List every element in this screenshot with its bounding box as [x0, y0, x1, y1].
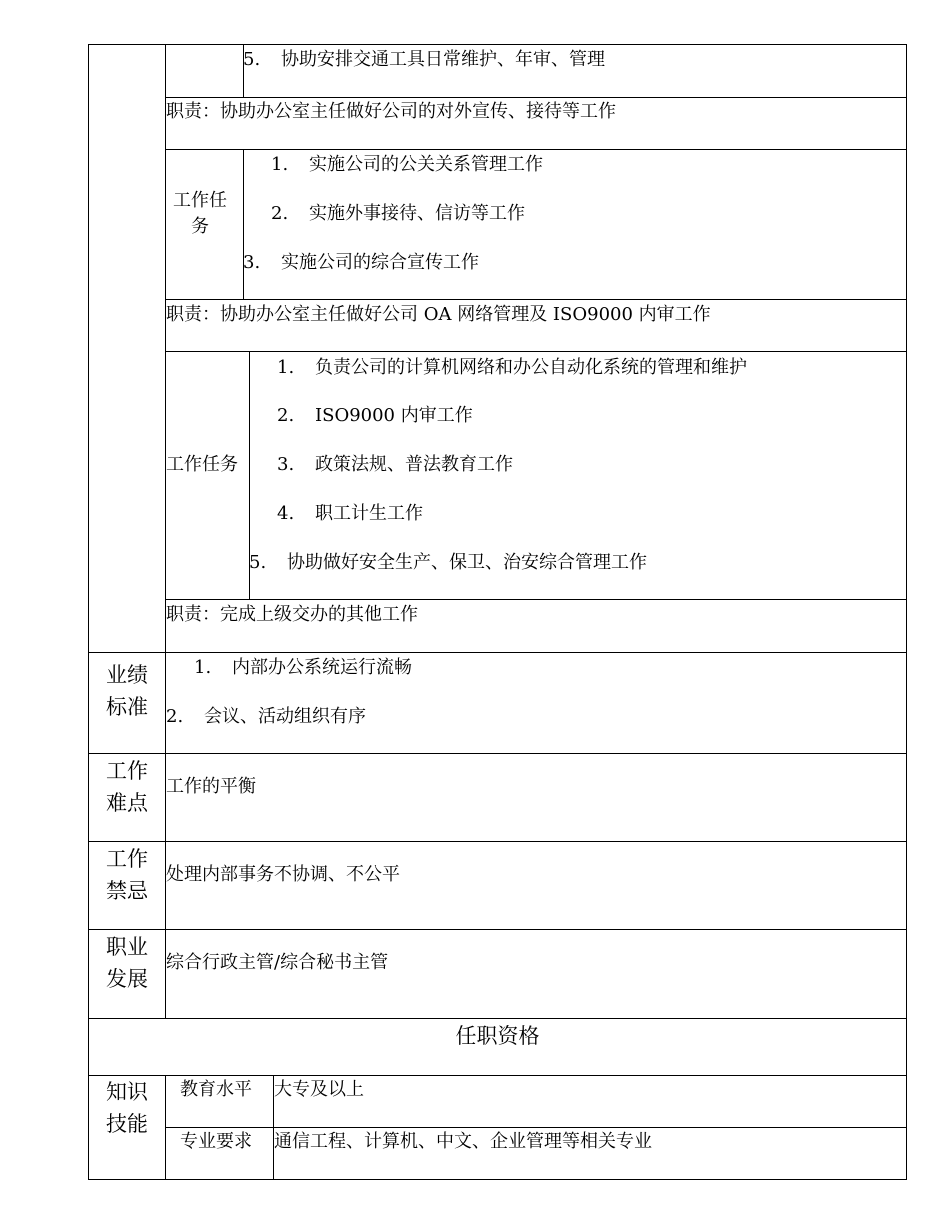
list-text: 协助安排交通工具日常维护、年审、管理 — [281, 49, 605, 70]
row-rule — [88, 929, 907, 930]
list-number: 1. — [194, 657, 212, 678]
list-number: 4. — [277, 503, 295, 524]
list-text: 协助做好安全生产、保卫、治安综合管理工作 — [287, 552, 647, 573]
taboo-text: 处理内部事务不协调、不公平 — [166, 864, 400, 885]
list-item — [277, 357, 747, 379]
list-item — [194, 657, 412, 679]
row-rule — [88, 753, 907, 754]
list-item — [166, 706, 366, 728]
performance-label: 业绩标准 — [106, 663, 148, 719]
list-text: 职工计生工作 — [315, 503, 423, 524]
list-text: 实施公司的综合宣传工作 — [281, 252, 479, 273]
list-text: 内部办公系统运行流畅 — [232, 657, 412, 678]
list-number: 2. — [166, 706, 184, 727]
list-item — [243, 49, 605, 71]
row-rule — [165, 1127, 907, 1128]
row-rule — [88, 1075, 907, 1076]
row-rule — [165, 149, 907, 150]
list-number: 5. — [243, 49, 261, 70]
list-number: 3. — [243, 252, 261, 273]
task-label-divider — [243, 149, 244, 299]
list-text: 实施公司的公关关系管理工作 — [309, 154, 543, 175]
list-item — [277, 405, 473, 427]
career-text: 综合行政主管/综合秘书主管 — [166, 952, 389, 973]
list-number: 5. — [249, 552, 267, 573]
list-item — [243, 252, 479, 274]
qualification-key: 教育水平 — [180, 1079, 252, 1100]
list-text: 会议、活动组织有序 — [204, 706, 366, 727]
list-item — [249, 552, 647, 574]
taboo-label: 工作禁忌 — [106, 847, 148, 903]
list-number: 1. — [277, 357, 295, 378]
list-item — [271, 203, 525, 225]
knowledge-skills-label: 知识技能 — [106, 1080, 148, 1136]
row-rule — [88, 652, 907, 653]
task-label: 工作任务 — [173, 190, 227, 237]
list-text: 负责公司的计算机网络和办公自动化系统的管理和维护 — [315, 357, 747, 378]
list-text: 政策法规、普法教育工作 — [315, 454, 513, 475]
list-item — [271, 154, 543, 176]
row-rule — [88, 1018, 907, 1019]
task-label: 工作任务 — [166, 454, 238, 475]
qualification-value: 大专及以上 — [274, 1079, 364, 1100]
row-rule — [165, 299, 907, 300]
qualification-value: 通信工程、计算机、中文、企业管理等相关专业 — [274, 1131, 652, 1152]
row-rule — [88, 841, 907, 842]
row-rule — [165, 351, 907, 352]
row-rule — [165, 599, 907, 600]
list-item — [277, 454, 513, 476]
list-number: 3. — [277, 454, 295, 475]
list-number: 2. — [277, 405, 295, 426]
career-label: 职业发展 — [106, 935, 148, 991]
list-item — [277, 503, 423, 525]
list-text: ISO9000 内审工作 — [315, 405, 473, 426]
section-title: 任职资格 — [455, 1024, 540, 1048]
difficulty-text: 工作的平衡 — [166, 776, 256, 797]
list-number: 2. — [271, 203, 289, 224]
qualification-key: 专业要求 — [180, 1131, 252, 1152]
list-text: 实施外事接待、信访等工作 — [309, 203, 525, 224]
duty-statement: 职责：完成上级交办的其他工作 — [166, 604, 418, 625]
row-rule — [165, 97, 907, 98]
list-number: 1. — [271, 154, 289, 175]
duty-statement: 职责：协助办公室主任做好公司 OA 网络管理及 ISO9000 内审工作 — [166, 304, 711, 325]
duty-statement: 职责：协助办公室主任做好公司的对外宣传、接待等工作 — [166, 101, 616, 122]
difficulty-label: 工作难点 — [106, 759, 148, 815]
